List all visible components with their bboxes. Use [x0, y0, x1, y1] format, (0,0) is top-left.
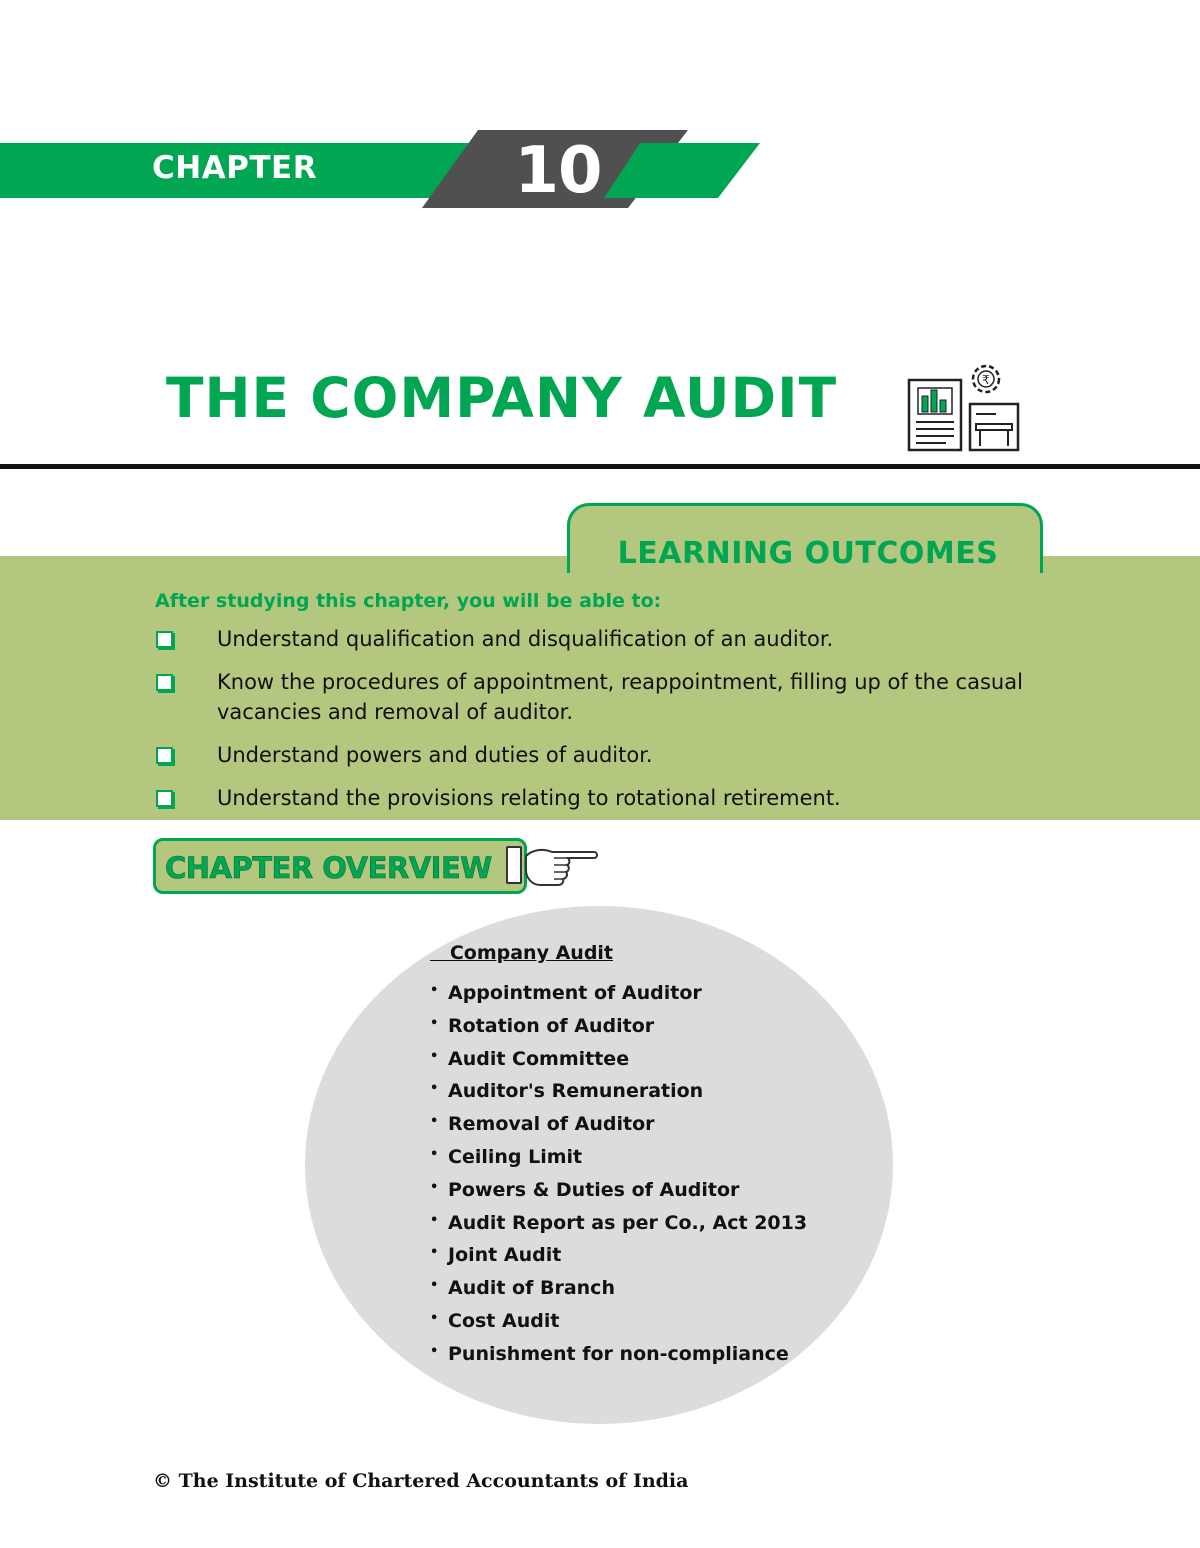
audit-report-icon — [906, 362, 1024, 458]
list-item — [155, 783, 1055, 813]
chapter-overview-heading: CHAPTER OVERVIEW — [165, 851, 492, 885]
checkbox-bullet-icon — [156, 631, 173, 648]
chapter-number: 10 — [514, 134, 602, 208]
list-item: • Audit Committee — [430, 1048, 807, 1081]
learning-outcomes-heading: LEARNING OUTCOMES — [617, 536, 999, 571]
list-item: • Audit Report as per Co., Act 2013 — [430, 1212, 807, 1245]
checkbox-bullet-icon — [156, 747, 173, 764]
overview-circle-heading: Company Audit — [430, 942, 614, 964]
outcome-text: Understand powers and duties of auditor. — [217, 743, 653, 767]
svg-text:₹: ₹ — [982, 373, 990, 387]
list-item: • Powers & Duties of Auditor — [430, 1179, 807, 1212]
chapter-label: CHAPTER — [152, 150, 318, 186]
outcome-text: Understand the provisions relating to rotational retirement. — [217, 786, 841, 810]
copyright-footer: © The Institute of Chartered Accountants of India — [153, 1470, 689, 1492]
list-item: • Ceiling Limit — [430, 1146, 807, 1179]
list-item — [155, 667, 1055, 727]
chapter-banner — [0, 0, 1200, 240]
list-item — [155, 624, 1055, 654]
list-item: • Joint Audit — [430, 1244, 807, 1277]
learning-outcomes-intro: After studying this chapter, you will be able to: — [155, 590, 662, 612]
learning-outcomes-tab — [567, 503, 1043, 573]
list-item: • Punishment for non-compliance — [430, 1343, 807, 1376]
chapter-overview-box — [153, 838, 527, 894]
list-item: • Removal of Auditor — [430, 1113, 807, 1146]
list-item: • Cost Audit — [430, 1310, 807, 1343]
outcome-text: Understand qualification and disqualification of an auditor. — [217, 627, 834, 651]
pointing-hand-icon — [522, 840, 602, 894]
page-title: THE COMPANY AUDIT — [166, 366, 838, 430]
list-item — [155, 740, 1055, 770]
outcome-text: Know the procedures of appointment, reappointment, filling up of the casual vacancies and removal of auditor. — [217, 670, 1023, 724]
list-item: • Auditor's Remuneration — [430, 1080, 807, 1113]
learning-outcomes-list — [155, 624, 1055, 826]
overview-topics-list — [430, 982, 807, 1376]
title-divider — [0, 464, 1200, 469]
list-item: • Audit of Branch — [430, 1277, 807, 1310]
list-item: • Rotation of Auditor — [430, 1015, 807, 1048]
text-cursor-icon — [506, 846, 522, 884]
checkbox-bullet-icon — [156, 674, 173, 691]
list-item: • Appointment of Auditor — [430, 982, 807, 1015]
checkbox-bullet-icon — [156, 790, 173, 807]
